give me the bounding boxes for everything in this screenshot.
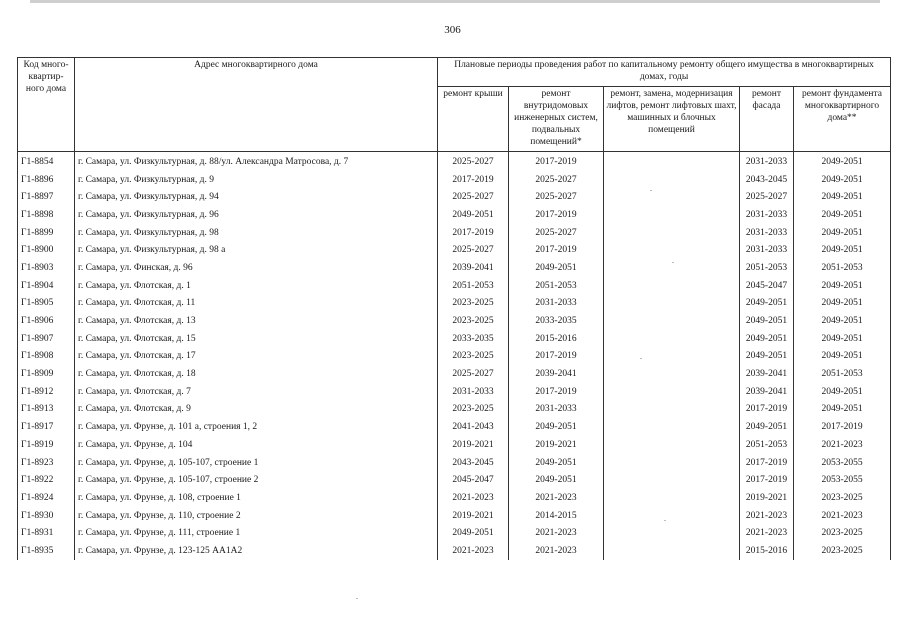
- cell-code: Г1-8908: [18, 348, 75, 366]
- header-facade: ремонт фасада: [740, 87, 794, 152]
- cell-code: Г1-8899: [18, 224, 75, 242]
- header-lifts: ремонт, замена, модернизация лифтов, ремонт лифтовых шахт, машинных и блочных помещений: [604, 87, 740, 152]
- table-header: [18, 58, 891, 152]
- cell-systems-period: 2025-2027: [509, 171, 604, 189]
- cell-foundation-period: 2049-2051: [794, 295, 891, 313]
- cell-systems-period: 2025-2027: [509, 188, 604, 206]
- scan-speck: [650, 190, 652, 191]
- cell-code: Г1-8912: [18, 383, 75, 401]
- cell-foundation-period: 2021-2023: [794, 436, 891, 454]
- cell-facade-period: 2051-2053: [740, 259, 794, 277]
- cell-facade-period: 2039-2041: [740, 383, 794, 401]
- scan-speck: [356, 598, 358, 599]
- cell-address: г. Самара, ул. Флотская, д. 7: [75, 383, 438, 401]
- cell-systems-period: 2025-2027: [509, 224, 604, 242]
- cell-address: г. Самара, ул. Физкультурная, д. 98: [75, 224, 438, 242]
- table-row: [18, 401, 891, 419]
- table-row: [18, 418, 891, 436]
- cell-systems-period: 2039-2041: [509, 365, 604, 383]
- cell-lifts-period: [604, 401, 740, 419]
- cell-facade-period: 2019-2021: [740, 489, 794, 507]
- cell-address: г. Самара, ул. Флотская, д. 9: [75, 401, 438, 419]
- cell-roof-period: 2025-2027: [438, 188, 509, 206]
- scan-speck: [640, 358, 642, 359]
- cell-facade-period: 2017-2019: [740, 471, 794, 489]
- cell-roof-period: 2023-2025: [438, 401, 509, 419]
- scan-speck: [664, 520, 666, 521]
- cell-foundation-period: 2049-2051: [794, 171, 891, 189]
- cell-roof-period: 2025-2027: [438, 365, 509, 383]
- cell-roof-period: 2023-2025: [438, 348, 509, 366]
- cell-foundation-period: 2049-2051: [794, 383, 891, 401]
- cell-lifts-period: [604, 224, 740, 242]
- cell-facade-period: 2049-2051: [740, 295, 794, 313]
- cell-systems-period: 2031-2033: [509, 401, 604, 419]
- cell-foundation-period: 2049-2051: [794, 241, 891, 259]
- table-row: [18, 277, 891, 295]
- cell-facade-period: 2031-2033: [740, 206, 794, 224]
- cell-address: г. Самара, ул. Флотская, д. 11: [75, 295, 438, 313]
- cell-facade-period: 2049-2051: [740, 312, 794, 330]
- cell-roof-period: 2045-2047: [438, 471, 509, 489]
- cell-foundation-period: 2049-2051: [794, 401, 891, 419]
- cell-systems-period: 2021-2023: [509, 524, 604, 542]
- cell-systems-period: 2049-2051: [509, 259, 604, 277]
- cell-facade-period: 2039-2041: [740, 365, 794, 383]
- cell-facade-period: 2031-2033: [740, 224, 794, 242]
- table-body: [18, 152, 891, 560]
- cell-foundation-period: 2023-2025: [794, 489, 891, 507]
- cell-lifts-period: [604, 436, 740, 454]
- cell-roof-period: 2019-2021: [438, 507, 509, 525]
- cell-roof-period: 2017-2019: [438, 171, 509, 189]
- cell-address: г. Самара, ул. Фрунзе, д. 105-107, строение 1: [75, 454, 438, 472]
- cell-systems-period: 2017-2019: [509, 348, 604, 366]
- header-foundation: ремонт фундамента многоквартирного дома**: [794, 87, 891, 152]
- cell-code: Г1-8896: [18, 171, 75, 189]
- cell-foundation-period: 2053-2055: [794, 454, 891, 472]
- table-row: [18, 524, 891, 542]
- cell-systems-period: 2015-2016: [509, 330, 604, 348]
- header-engineering-systems: ремонт внутридомовых инженерных систем, подвальных помещений*: [509, 87, 604, 152]
- cell-lifts-period: [604, 171, 740, 189]
- cell-facade-period: 2031-2033: [740, 241, 794, 259]
- cell-code: Г1-8922: [18, 471, 75, 489]
- cell-facade-period: 2049-2051: [740, 348, 794, 366]
- cell-roof-period: 2025-2027: [438, 241, 509, 259]
- cell-code: Г1-8906: [18, 312, 75, 330]
- cell-foundation-period: 2021-2023: [794, 507, 891, 525]
- cell-address: г. Самара, ул. Фрунзе, д. 101 а, строения 1, 2: [75, 418, 438, 436]
- cell-foundation-period: 2023-2025: [794, 542, 891, 560]
- cell-code: Г1-8930: [18, 507, 75, 525]
- cell-roof-period: 2033-2035: [438, 330, 509, 348]
- cell-systems-period: 2017-2019: [509, 383, 604, 401]
- cell-address: г. Самара, ул. Флотская, д. 17: [75, 348, 438, 366]
- cell-facade-period: 2017-2019: [740, 454, 794, 472]
- cell-code: Г1-8854: [18, 152, 75, 171]
- table-row: [18, 436, 891, 454]
- cell-systems-period: 2021-2023: [509, 489, 604, 507]
- cell-roof-period: 2043-2045: [438, 454, 509, 472]
- cell-facade-period: 2025-2027: [740, 188, 794, 206]
- table-row: [18, 454, 891, 472]
- cell-foundation-period: 2049-2051: [794, 312, 891, 330]
- cell-address: г. Самара, ул. Физкультурная, д. 98 а: [75, 241, 438, 259]
- cell-code: Г1-8924: [18, 489, 75, 507]
- table-row: [18, 152, 891, 171]
- cell-address: г. Самара, ул. Фрунзе, д. 110, строение 2: [75, 507, 438, 525]
- table-row: [18, 206, 891, 224]
- cell-facade-period: 2031-2033: [740, 152, 794, 171]
- cell-roof-period: 2031-2033: [438, 383, 509, 401]
- cell-lifts-period: [604, 312, 740, 330]
- cell-foundation-period: 2049-2051: [794, 188, 891, 206]
- header-planned-periods: Плановые периоды проведения работ по капитальному ремонту общего имущества в многоквартирных домах, годы: [438, 58, 891, 87]
- cell-systems-period: 2049-2051: [509, 418, 604, 436]
- cell-roof-period: 2023-2025: [438, 295, 509, 313]
- cell-facade-period: 2043-2045: [740, 171, 794, 189]
- cell-lifts-period: [604, 206, 740, 224]
- table-row: [18, 171, 891, 189]
- cell-facade-period: 2015-2016: [740, 542, 794, 560]
- cell-lifts-period: [604, 489, 740, 507]
- table-row: [18, 224, 891, 242]
- cell-address: г. Самара, ул. Флотская, д. 15: [75, 330, 438, 348]
- cell-systems-period: 2033-2035: [509, 312, 604, 330]
- cell-lifts-period: [604, 418, 740, 436]
- cell-roof-period: 2039-2041: [438, 259, 509, 277]
- cell-roof-period: 2025-2027: [438, 152, 509, 171]
- cell-address: г. Самара, ул. Флотская, д. 1: [75, 277, 438, 295]
- cell-address: г. Самара, ул. Финская, д. 96: [75, 259, 438, 277]
- cell-foundation-period: 2049-2051: [794, 206, 891, 224]
- cell-roof-period: 2049-2051: [438, 524, 509, 542]
- cell-code: Г1-8919: [18, 436, 75, 454]
- cell-code: Г1-8909: [18, 365, 75, 383]
- cell-code: Г1-8917: [18, 418, 75, 436]
- cell-systems-period: 2017-2019: [509, 206, 604, 224]
- scan-speck: [672, 262, 674, 263]
- cell-address: г. Самара, ул. Фрунзе, д. 108, строение 1: [75, 489, 438, 507]
- table-row: [18, 259, 891, 277]
- cell-address: г. Самара, ул. Фрунзе, д. 123-125 АА1А2: [75, 542, 438, 560]
- cell-systems-period: 2021-2023: [509, 542, 604, 560]
- cell-foundation-period: 2053-2055: [794, 471, 891, 489]
- cell-code: Г1-8931: [18, 524, 75, 542]
- cell-lifts-period: [604, 365, 740, 383]
- cell-foundation-period: 2049-2051: [794, 224, 891, 242]
- cell-address: г. Самара, ул. Фрунзе, д. 105-107, строение 2: [75, 471, 438, 489]
- cell-code: Г1-8900: [18, 241, 75, 259]
- cell-foundation-period: 2051-2053: [794, 365, 891, 383]
- cell-facade-period: 2021-2023: [740, 524, 794, 542]
- cell-address: г. Самара, ул. Фрунзе, д. 111, строение 1: [75, 524, 438, 542]
- header-address: Адрес многоквартирного дома: [75, 58, 438, 152]
- cell-foundation-period: 2049-2051: [794, 330, 891, 348]
- cell-address: г. Самара, ул. Флотская, д. 13: [75, 312, 438, 330]
- cell-foundation-period: 2051-2053: [794, 259, 891, 277]
- table-row: [18, 365, 891, 383]
- cell-facade-period: 2021-2023: [740, 507, 794, 525]
- cell-lifts-period: [604, 188, 740, 206]
- cell-lifts-period: [604, 330, 740, 348]
- cell-lifts-period: [604, 241, 740, 259]
- cell-roof-period: 2049-2051: [438, 206, 509, 224]
- table-row: [18, 489, 891, 507]
- header-roof-repair: ремонт крыши: [438, 87, 509, 152]
- cell-systems-period: 2051-2053: [509, 277, 604, 295]
- cell-code: Г1-8903: [18, 259, 75, 277]
- cell-code: Г1-8923: [18, 454, 75, 472]
- cell-address: г. Самара, ул. Фрунзе, д. 104: [75, 436, 438, 454]
- cell-foundation-period: 2017-2019: [794, 418, 891, 436]
- table-row: [18, 241, 891, 259]
- cell-lifts-period: [604, 152, 740, 171]
- cell-lifts-period: [604, 454, 740, 472]
- cell-lifts-period: [604, 524, 740, 542]
- cell-foundation-period: 2049-2051: [794, 277, 891, 295]
- cell-foundation-period: 2049-2051: [794, 348, 891, 366]
- capital-repair-schedule-table: [17, 57, 891, 560]
- table-row: [18, 348, 891, 366]
- cell-foundation-period: 2023-2025: [794, 524, 891, 542]
- table-row: [18, 188, 891, 206]
- table-row: [18, 330, 891, 348]
- cell-code: Г1-8898: [18, 206, 75, 224]
- cell-code: Г1-8913: [18, 401, 75, 419]
- cell-code: Г1-8897: [18, 188, 75, 206]
- header-code: Код много-квартир-ного дома: [18, 58, 75, 152]
- cell-lifts-period: [604, 507, 740, 525]
- table-row: [18, 542, 891, 560]
- cell-roof-period: 2017-2019: [438, 224, 509, 242]
- cell-systems-period: 2031-2033: [509, 295, 604, 313]
- page-number: 306: [444, 24, 461, 36]
- cell-roof-period: 2023-2025: [438, 312, 509, 330]
- cell-roof-period: 2041-2043: [438, 418, 509, 436]
- cell-code: Г1-8907: [18, 330, 75, 348]
- cell-systems-period: 2049-2051: [509, 471, 604, 489]
- cell-systems-period: 2049-2051: [509, 454, 604, 472]
- cell-systems-period: 2019-2021: [509, 436, 604, 454]
- cell-foundation-period: 2049-2051: [794, 152, 891, 171]
- cell-systems-period: 2017-2019: [509, 152, 604, 171]
- cell-systems-period: 2014-2015: [509, 507, 604, 525]
- cell-roof-period: 2021-2023: [438, 489, 509, 507]
- cell-address: г. Самара, ул. Флотская, д. 18: [75, 365, 438, 383]
- cell-systems-period: 2017-2019: [509, 241, 604, 259]
- cell-facade-period: 2017-2019: [740, 401, 794, 419]
- cell-lifts-period: [604, 471, 740, 489]
- cell-facade-period: 2049-2051: [740, 418, 794, 436]
- cell-roof-period: 2051-2053: [438, 277, 509, 295]
- cell-code: Г1-8935: [18, 542, 75, 560]
- cell-address: г. Самара, ул. Физкультурная, д. 9: [75, 171, 438, 189]
- cell-address: г. Самара, ул. Физкультурная, д. 96: [75, 206, 438, 224]
- cell-roof-period: 2019-2021: [438, 436, 509, 454]
- cell-lifts-period: [604, 542, 740, 560]
- cell-lifts-period: [604, 295, 740, 313]
- cell-facade-period: 2051-2053: [740, 436, 794, 454]
- cell-code: Г1-8905: [18, 295, 75, 313]
- cell-lifts-period: [604, 277, 740, 295]
- cell-facade-period: 2049-2051: [740, 330, 794, 348]
- scan-top-edge: [0, 0, 905, 3]
- table-row: [18, 471, 891, 489]
- cell-address: г. Самара, ул. Физкультурная, д. 88/ул. Александра Матросова, д. 7: [75, 152, 438, 171]
- cell-code: Г1-8904: [18, 277, 75, 295]
- table-row: [18, 295, 891, 313]
- table-row: [18, 383, 891, 401]
- cell-facade-period: 2045-2047: [740, 277, 794, 295]
- cell-roof-period: 2021-2023: [438, 542, 509, 560]
- table-row: [18, 312, 891, 330]
- cell-address: г. Самара, ул. Физкультурная, д. 94: [75, 188, 438, 206]
- cell-lifts-period: [604, 383, 740, 401]
- cell-lifts-period: [604, 348, 740, 366]
- table-row: [18, 507, 891, 525]
